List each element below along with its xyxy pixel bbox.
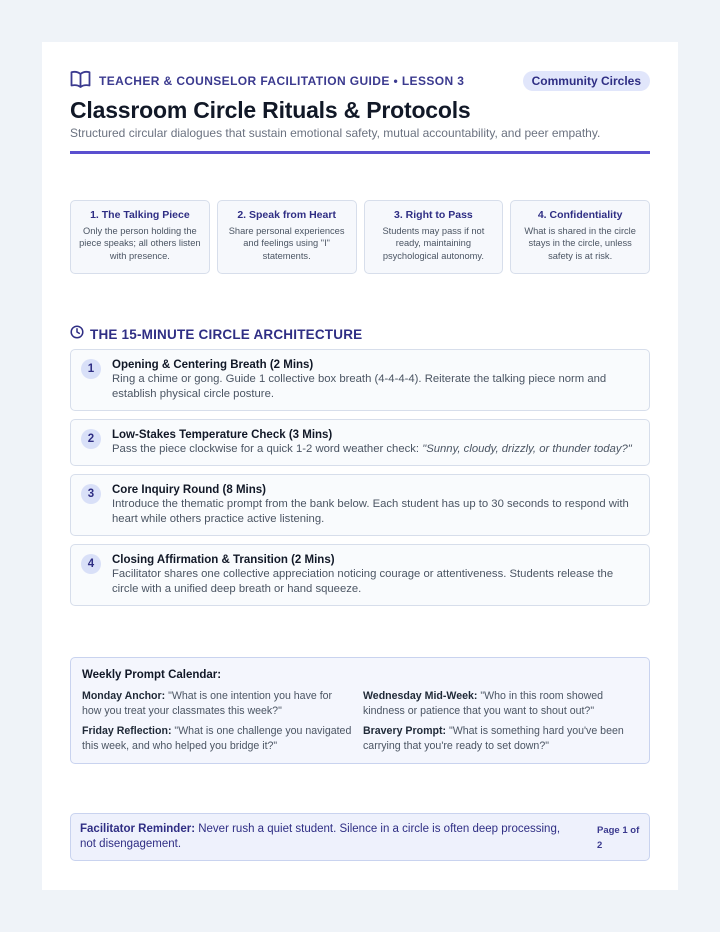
step-number: 3: [81, 484, 101, 504]
calendar-label: Wednesday Mid-Week:: [363, 690, 478, 702]
step-text: Facilitator shares one collective appreciation noticing courage or attentiveness. Students release the circle with a unified deep breath or hand squeeze.: [112, 568, 614, 595]
step-title: Closing Affirmation & Transition (2 Mins): [112, 554, 335, 566]
calendar-label: Friday Reflection:: [82, 725, 172, 737]
calendar-title: Weekly Prompt Calendar:: [82, 669, 222, 681]
calendar-prompt: "What is one challenge you navigated this week, and who helped you bridge it?": [82, 725, 352, 752]
step-title: Low-Stakes Temperature Check (3 Mins): [112, 429, 333, 441]
step-number: 1: [81, 359, 101, 379]
eyebrow-row: [70, 70, 650, 92]
norm-title: 1. The Talking Piece: [90, 209, 190, 221]
guide-eyebrow: TEACHER & COUNSELOR FACILITATION GUIDE • LESSON 3: [99, 74, 465, 88]
norm-text: Students may pass if not ready, maintaining psychological autonomy.: [382, 226, 485, 261]
norm-card: [217, 200, 357, 274]
open-book-icon: [70, 70, 91, 93]
calendar-label: Monday Anchor:: [82, 690, 166, 702]
calendar-item: [363, 724, 635, 753]
step-title: Core Inquiry Round (8 Mins): [112, 484, 266, 496]
guide-page: [42, 42, 678, 890]
facilitator-reminder: [70, 813, 650, 861]
step-card: [70, 419, 650, 466]
topic-badge: Community Circles: [523, 71, 650, 91]
step-text: Introduce the thematic prompt from the bank below. Each student has up to 30 seconds to respond with heart while others practice active listening.: [112, 498, 629, 525]
page-subtitle: Structured circular dialogues that sustain emotional safety, mutual accountability, and peer empathy.: [70, 126, 601, 140]
calendar-item: [82, 689, 354, 718]
step-number: 4: [81, 554, 101, 574]
step-title: Opening & Centering Breath (2 Mins): [112, 359, 314, 371]
step-card: [70, 349, 650, 411]
calendar-prompt: "Who in this room showed kindness or patience that you want to shout out?": [363, 690, 604, 717]
step-card: [70, 474, 650, 536]
header: [70, 70, 650, 154]
page-number: Page 1 of 2: [597, 825, 640, 851]
norm-title: 2. Speak from Heart: [237, 209, 336, 221]
header-divider: [70, 151, 650, 154]
norm-text: Only the person holding the piece speaks; all others listen with presence.: [79, 226, 201, 261]
step-card: [70, 544, 650, 606]
step-body: [112, 428, 637, 457]
norm-card: [364, 200, 504, 274]
norm-text: Share personal experiences and feelings using "I" statements.: [228, 226, 345, 261]
architecture-heading: [70, 325, 362, 344]
calendar-prompt: "What is one intention you have for how you treat your classmates this week?": [82, 690, 333, 717]
step-number: 2: [81, 429, 101, 449]
step-text: Ring a chime or gong. Guide 1 collective box breath (4-4-4-4). Reiterate the talking piece norm and establish physical circle posture.: [112, 373, 607, 400]
clock-icon: [70, 325, 84, 344]
eyebrow: [70, 70, 464, 93]
norm-card: [70, 200, 210, 274]
calendar-prompt: "What is something hard you've been carrying that you're ready to set down?": [363, 725, 624, 752]
reminder-label: Facilitator Reminder:: [80, 823, 196, 835]
norm-title: 3. Right to Pass: [393, 209, 473, 221]
step-text: Pass the piece clockwise for a quick 1-2 word weather check:: [112, 443, 423, 455]
step-body: [112, 553, 637, 596]
reminder-body: Never rush a quiet student. Silence in a circle is often deep processing, not disengagement.: [80, 823, 561, 850]
prompt-calendar: [70, 657, 650, 764]
norm-title: 4. Confidentiality: [537, 209, 623, 221]
step-body: [112, 358, 637, 401]
circle-norms: [70, 200, 650, 274]
step-text-wrap: [112, 442, 637, 457]
step-body: [112, 483, 637, 526]
reminder-text: [80, 822, 575, 851]
calendar-item: [82, 724, 354, 753]
page-title: Classroom Circle Rituals & Protocols: [70, 97, 471, 123]
calendar-item: [363, 689, 635, 718]
architecture-title: THE 15-MINUTE CIRCLE ARCHITECTURE: [90, 327, 363, 342]
step-quote: "Sunny, cloudy, drizzly, or thunder today?": [422, 443, 632, 455]
norm-text: What is shared in the circle stays in the circle, unless safety is at risk.: [524, 226, 636, 261]
calendar-label: Bravery Prompt:: [363, 725, 447, 737]
norm-card: [510, 200, 650, 274]
